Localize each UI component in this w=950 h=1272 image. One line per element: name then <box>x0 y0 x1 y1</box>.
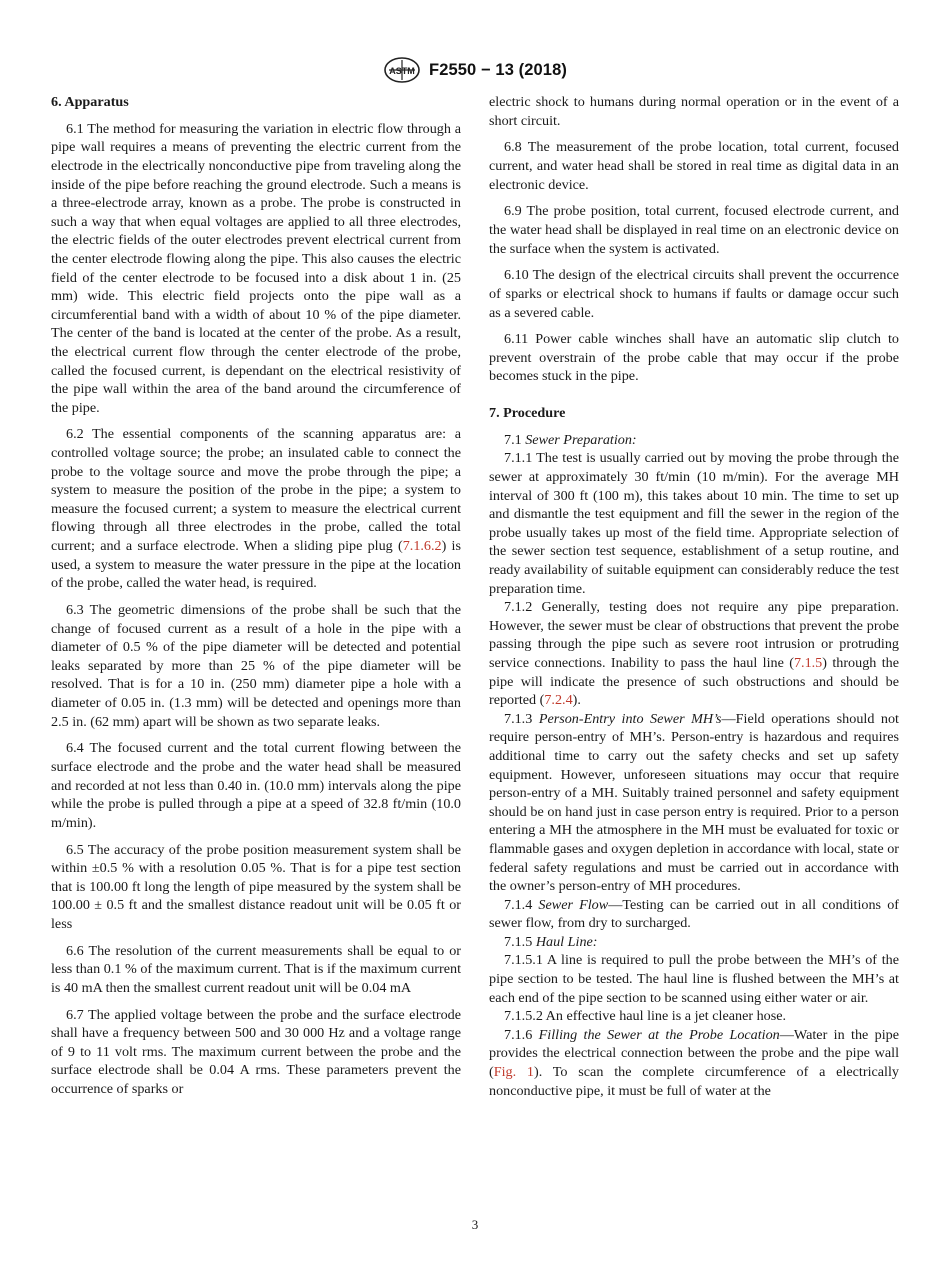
paragraph-7-1-5-1: 7.1.5.1 A line is required to pull the probe between the MH’s of the pipe section to be tested. The haul line is flushed between the MH’s at each end of the pipe section to be scanned using either water or air. <box>489 952 899 1006</box>
ref-link-7-1-6-2[interactable]: 7.1.6.2 <box>402 538 442 555</box>
paragraph-7-1-4: 7.1.4 Sewer Flow—Testing can be carried out in all conditions of sewer flow, from dry to surcharged. <box>489 896 899 932</box>
paragraph-6-5: 6.5 The accuracy of the probe position measurement system shall be within ±0.5 % with a resolution 0.05 %. That is for a pipe test section that is 100.00 ft long the length of pipe measured by the system shall be 100.00 ± 0.5 ft and the smallest distance readout unit will be 0.05 ft or less <box>51 841 461 932</box>
paragraph-6-2: 6.2 The essential components of the scanning apparatus are: a controlled voltage source; the probe; an insulated cable to connect the probe to the voltage source and move the probe through the pipe; a system to measure the position of the probe in the pipe; a system to measure the focused current; a system to measure the electrical current flowing through all three electrodes in the probe, called the total current; and a surface electrode. When a sliding pipe plug (7.1.6.2) is used, a system to measure the water pressure in the pipe at the location of the probe, called the water head, is required. <box>51 426 461 592</box>
paragraph-7-1-6: 7.1.6 Filling the Sewer at the Probe Location—Water in the pipe provides the electrical connection between the probe and the pipe wall (Fig. 1). To scan the complete circumference of a electrically nonconductive pipe, it must be full of water at the <box>489 1026 899 1099</box>
paragraph-6-7-continued: electric shock to humans during normal operation or in the event of a short circuit. <box>489 94 899 129</box>
standard-designation: F2550 − 13 (2018) <box>429 60 567 79</box>
page-number: 3 <box>471 1217 479 1232</box>
paragraph-7-1-5-2: 7.1.5.2 An effective haul line is a jet cleaner hose. <box>504 1008 787 1025</box>
paragraph-6-6: 6.6 The resolution of the current measurements shall be equal to or less than 0.1 % of the maximum current. That is if the maximum current is 40 mA then the smallest current readout unit will be 0.04 mA <box>51 942 461 996</box>
paragraph-7-1-2: 7.1.2 Generally, testing does not require any pipe preparation. However, the sewer must be clear of obstructions that prevent the probe passing through the pipe such as severe root intrusion or protruding service connections. Inability to pass the haul line (7.1.5) through the pipe will indicate the presence of such obstructions and should be reported (7.2.4). <box>489 599 899 709</box>
ref-link-7-1-5[interactable]: 7.1.5 <box>793 654 823 671</box>
ref-link-7-2-4[interactable]: 7.2.4 <box>544 692 573 709</box>
astm-logo-icon <box>383 57 421 83</box>
left-column <box>51 93 461 1099</box>
paragraph-6-7: 6.7 The applied voltage between the probe and the surface electrode shall have a frequency between 500 and 30 000 Hz and a voltage range of 9 to 11 volt rms. The maximum current between the probe and the surface electrode shall be 0.04 A rms. These parameters prevent the occurrence of sparks or <box>51 1006 461 1097</box>
paragraph-6-4: 6.4 The focused current and the total current flowing between the surface electrode and the probe and the water head shall be measured and recorded at not less than 0.40 in. (10.0 mm) intervals along the pipe while the probe is pulled through a pipe at a speed of 32.8 ft/min (10.0 m/min). <box>51 740 461 831</box>
paragraph-6-9: 6.9 The probe position, total current, focused electrode current, and the water head shall be displayed in real time on an electronic device on the surface when the system is activated. <box>489 203 899 257</box>
page-header <box>0 57 950 83</box>
right-column <box>489 93 899 1100</box>
paragraph-7-1-5: 7.1.5 Haul Line: <box>504 933 598 950</box>
paragraph-7-1-3: 7.1.3 Person-Entry into Sewer MH’s—Field operations should not require person-entry of MH’s. Person-entry is hazardous and requires additional time to carry out the safety checks and set up safety equipment. However, unforeseen situations may occur that require person-entry of a MH. Suitably trained personnel and safety equipment should be on hand just in case person entry is required. Prior to a person entering a MH the atmosphere in the MH must be evaluated for toxic or flammable gases and oxygen depletion in accordance with local, state or federal safety regulations and must be carried out in accordance with the owner’s person-entry of MH procedures. <box>489 710 899 895</box>
section-6-heading: 6. Apparatus <box>51 94 129 110</box>
ref-link-fig-1[interactable]: Fig. 1 <box>493 1064 534 1081</box>
paragraph-7-1-1: 7.1.1 The test is usually carried out by moving the probe through the sewer at approximately 30 ft/min (10 m/min). For the average MH interval of 300 ft (100 m), this takes about 10 min. The time to set up and dismantle the test equipment and fill the sewer in the region of the probe usually takes up most of the field time. Appropriate selection of the sewer section test sequence, establishment of a setup routine, and ready availability of suitable equipment can considerably reduce the test preparation time. <box>489 450 899 597</box>
paragraph-6-1: 6.1 The method for measuring the variation in electric flow through a pipe wall requires a means of preventing the electric current from the electrode in the electrically nonconductive pipe from traveling along the inside of the pipe before reaching the ground electrode. Such a means is a three-electrode array, known as a probe. The probe is constructed in such a way that when equal voltages are applied to all three electrodes, the electric fields of the outer electrodes prevent electrical current from the center electrode flowing along the pipe. This also causes the electric field of the center electrode to be focused into a disk about 1 in. (25 mm) wide. This electric field projects onto the pipe wall as a circumferential band with a width of about 10 % of the pipe diameter. The center of the band is located at the center of the probe. As a result, the electrical current flow through the center electrode of the probe, called the focused current, is dependant on the electrical resistivity of the pipe wall within the area of the band around the circumference of the pipe. <box>51 120 461 416</box>
paragraph-6-8: 6.8 The measurement of the probe location, total current, focused current, and water head shall be stored in real time as digital data in an electronic device. <box>489 139 899 193</box>
paragraph-7-1: 7.1 Sewer Preparation: <box>504 431 637 448</box>
svg-text:ASTM: ASTM <box>389 66 415 76</box>
paragraph-6-10: 6.10 The design of the electrical circuits shall prevent the occurrence of sparks or electrical shock to humans if faults or damage occur such as a severed cable. <box>489 267 899 321</box>
paragraph-6-11: 6.11 Power cable winches shall have an automatic slip clutch to prevent overstrain of the probe cable that may occur if the probe becomes stuck in the pipe. <box>489 331 899 385</box>
paragraph-6-3: 6.3 The geometric dimensions of the probe shall be such that the change of focused current as a result of a hole in the pipe with a diameter of 0.5 % of the pipe diameter will be detected and potential leaks separated by more than 25 % of the pipe diameter will be resolved. That is for a 10 in. (250 mm) diameter pipe a hole with a diameter of 0.05 in. (1.3 mm) will be detected and openings more than 2.5 in. (62 mm) apart will be shown as two separate leaks. <box>51 602 461 730</box>
section-7-heading: 7. Procedure <box>489 405 566 422</box>
